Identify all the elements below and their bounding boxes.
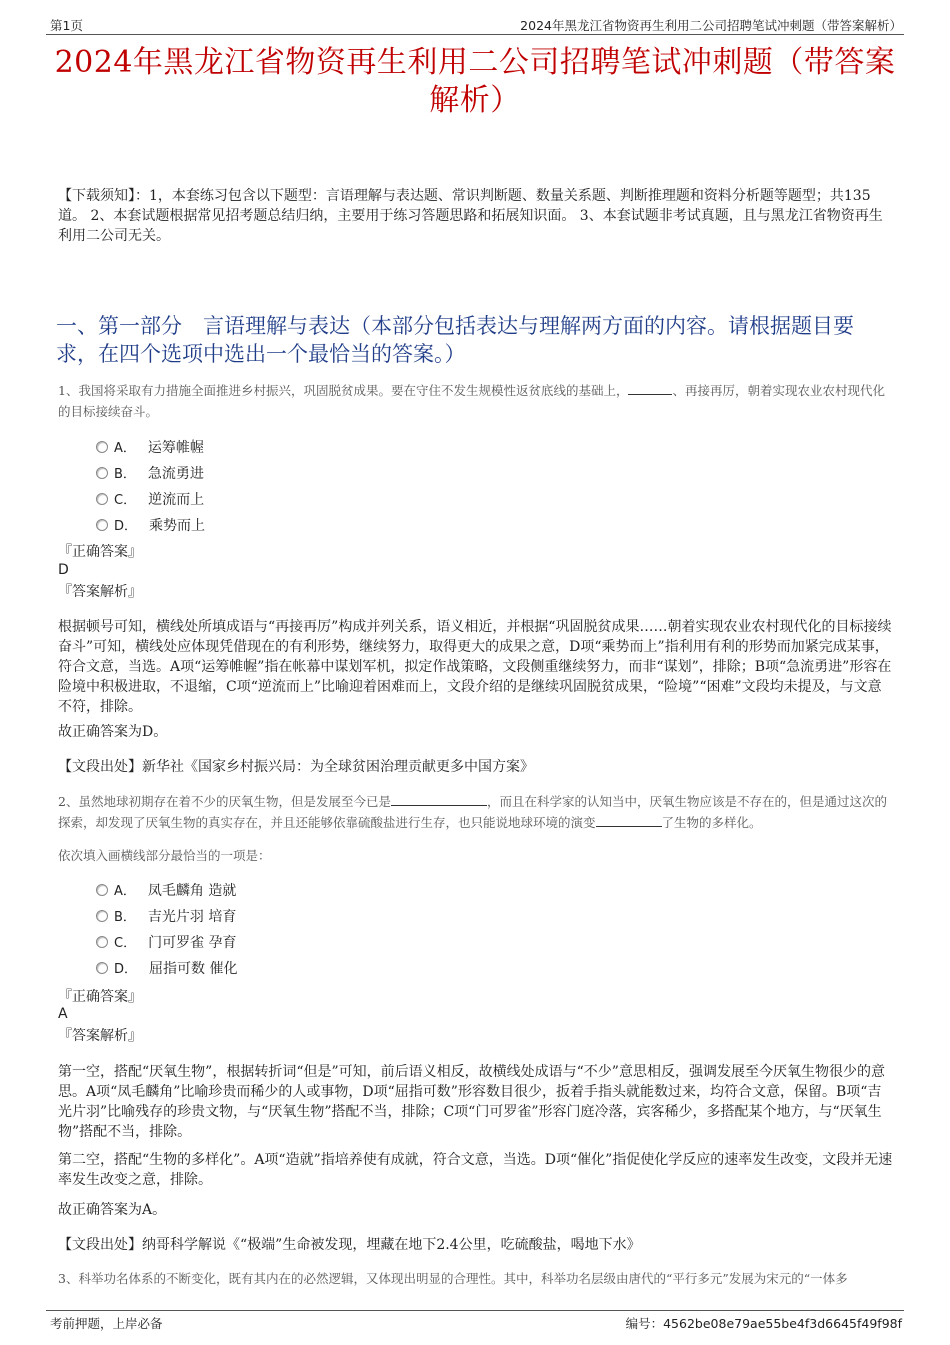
correct-answer-value: D [58, 562, 69, 578]
document-title: 2024年黑龙江省物资再生利用二公司招聘笔试冲刺题（带答案解析） [54, 45, 896, 118]
question-1-stem: 1、我国将采取有力措施全面推进乡村振兴，巩固脱贫成果。要在守住不发生规模性返贫底线的基础上， 、再接再厉，朝着实现农业农村现代化的目标接续奋斗。 [58, 380, 894, 422]
document-id: 编号：4562be08e79ae55be4f3d6645f49f98f [625, 1316, 902, 1331]
radio-icon[interactable] [96, 493, 108, 505]
option-b[interactable]: B． 急流勇进 [96, 461, 496, 487]
radio-icon[interactable] [96, 962, 108, 974]
page-footer [46, 1310, 904, 1333]
radio-icon[interactable] [96, 519, 108, 531]
page-number: 第1页 [50, 18, 83, 33]
question-2-stem: 2、虽然地球初期存在着不少的厌氧生物，但是发展至今已是 ，而且在科学家的认知当中，厌氧生物应该是不存在的，但是通过这次的探索，却发现了厌氧生物的真实存在，并且还能够依靠硫酸盐进行生存，也只能说地球环境的演变 了生物的多样化。 [58, 791, 894, 833]
option-d[interactable]: D． 乘势而上 [96, 513, 496, 539]
fill-blank [391, 791, 487, 806]
analysis-label: 『答案解析』 [58, 584, 142, 600]
analysis-label: 『答案解析』 [58, 1028, 142, 1044]
fill-blank [596, 812, 662, 827]
option-c[interactable]: C． 门可罗雀 孕育 [96, 930, 496, 956]
question-1-options [96, 435, 496, 539]
radio-icon[interactable] [96, 910, 108, 922]
footer-slogan: 考前押题，上岸必备 [50, 1316, 163, 1331]
correct-answer-value: A [58, 1006, 68, 1022]
option-c[interactable]: C． 逆流而上 [96, 487, 496, 513]
question-1-source: 【文段出处】新华社《国家乡村振兴局：为全球贫困治理贡献更多中国方案》 [58, 759, 534, 775]
option-b[interactable]: B． 吉光片羽 培育 [96, 904, 496, 930]
radio-icon[interactable] [96, 884, 108, 896]
header-doc-title: 2024年黑龙江省物资再生利用二公司招聘笔试冲刺题（带答案解析） [520, 18, 902, 33]
option-a[interactable]: A． 凤毛麟角 造就 [96, 878, 496, 904]
question-3-stem: 3、科举功名体系的不断变化，既有其内在的必然逻辑，又体现出明显的合理性。其中，科举功名层级由唐代的“平行多元”发展为宋元的“一体多 [58, 1271, 848, 1286]
question-2-analysis-blank-2: 第二空，搭配“生物的多样化”。A项“造就”指培养使有成就，符合文意，当选。D项“催化”指促使化学反应的速率发生改变，文段并无速率发生改变之意，排除。 [58, 1152, 893, 1188]
section-title: 一、第一部分 言语理解与表达（本部分包括表达与理解两方面的内容。请根据题目要求，在四个选项中选出一个最恰当的答案。） [56, 314, 854, 366]
page-header [46, 14, 904, 35]
radio-icon[interactable] [96, 936, 108, 948]
question-2-options [96, 878, 496, 982]
question-2-source: 【文段出处】纳哥科学解说《“极端”生命被发现，埋藏在地下2.4公里，吃硫酸盐，喝地下水》 [58, 1237, 641, 1253]
download-notice: 【下载须知】：1，本套练习包含以下题型：言语理解与表达题、常识判断题、数量关系题、判断推理题和资料分析题等题型；共135道。 2、本套试题根据常见招考题总结归纳，主要用于练习答题思路和拓展知识面。 3、本套试题非考试真题，且与黑龙江省物资再生利用二公司无关。 [58, 188, 883, 244]
radio-icon[interactable] [96, 441, 108, 453]
question-1-analysis: 根据顿号可知，横线处所填成语与“再接再厉”构成并列关系，语义相近，并根据“巩固脱贫成果……朝着实现农业农村现代化的目标接续奋斗”可知，横线处应体现凭借现在的有利形势，继续努力，取得更大的成果之意，D项“乘势而上”指利用有利的形势而加紧完成某事，符合文意，当选。A项“运筹帷幄”指在帐幕中谋划军机，拟定作战策略，文段侧重继续努力，而非“谋划”，排除；B项“急流勇进”形容在险境中积极进取，不退缩，C项“逆流而上”比喻迎着困难而上，文段介绍的是继续巩固脱贫成果，“险境”“困难”文段均未提及，与文意不符，排除。 [58, 619, 892, 715]
question-2-analysis-blank-1: 第一空，搭配“厌氧生物”，根据转折词“但是”可知，前后语义相反，故横线处成语与“不少”意思相反，强调发展至今厌氧生物很少的意思。A项“凤毛麟角”比喻珍贵而稀少的人或事物，D项“屈指可数”形容数目很少，扳着手指头就能数过来，均符合文意，保留。B项“吉光片羽”比喻残存的珍贵文物，与“厌氧生物”搭配不当，排除；C项“门可罗雀”形容门庭冷落，宾客稀少，多搭配某个地方，与“厌氧生物”搭配不当，排除。 [58, 1064, 885, 1140]
correct-answer-label: 『正确答案』 [58, 989, 142, 1005]
correct-answer-label: 『正确答案』 [58, 544, 142, 560]
question-2-prompt: 依次填入画横线部分最恰当的一项是： [58, 848, 271, 863]
question-1-conclusion: 故正确答案为D。 [58, 724, 168, 740]
fill-blank [628, 380, 672, 395]
radio-icon[interactable] [96, 467, 108, 479]
question-2-conclusion: 故正确答案为A。 [58, 1202, 167, 1218]
option-d[interactable]: D． 屈指可数 催化 [96, 956, 496, 982]
option-a[interactable]: A． 运筹帷幄 [96, 435, 496, 461]
